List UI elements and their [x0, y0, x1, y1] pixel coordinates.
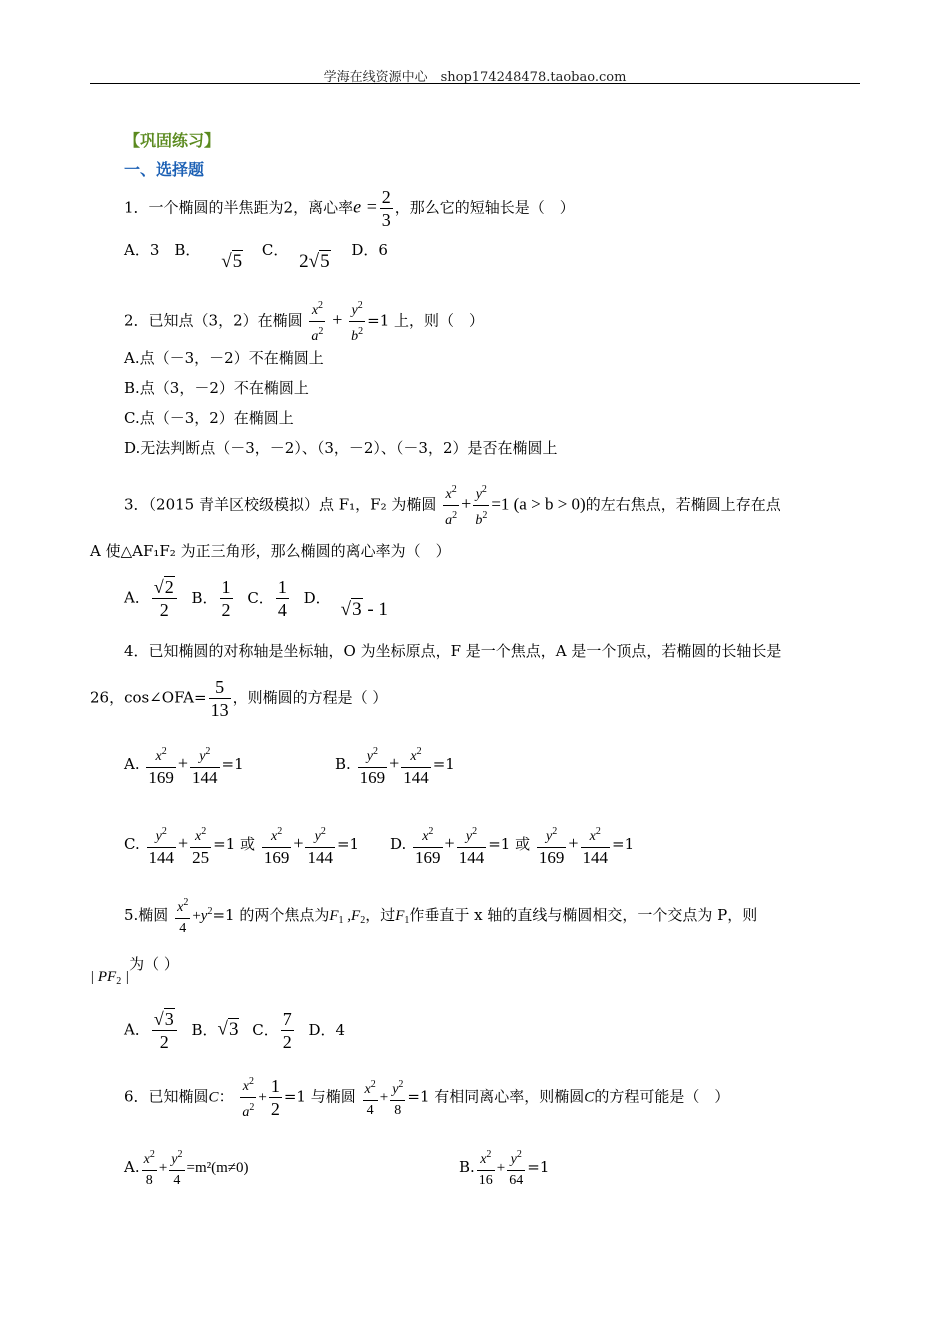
question-2: 2．已知点（3，2）在椭圆 $\frac{x^2}{a^2}$ + $\frac{y^2}{b^2}$ =1 上，则（ ）	[124, 296, 484, 347]
q6-mid: =1 与椭圆	[283, 1087, 356, 1106]
q3-tail: 的左右焦点，若椭圆上存在点	[585, 495, 781, 514]
q6-opt-b-tail: =1	[527, 1158, 550, 1176]
q4-line2	[90, 676, 387, 721]
q6-opt-a-label: A.	[124, 1158, 140, 1176]
q3-opt-d-tail: - 1	[362, 598, 388, 620]
q4-opt-d: D. $\frac{x^2}{169}$ + $\frac{y^2}{144}$ =1 或 $\frac{y^2}{169}$ + $\frac{x^2}{144}$ =1	[390, 822, 634, 868]
q5-mid: =1 的两个焦点为	[212, 906, 330, 924]
q4-opt-a-label: A.	[124, 755, 140, 773]
q1-options	[124, 240, 388, 272]
q1-var: e =	[353, 196, 378, 217]
q3-opt-c-den: 4	[277, 600, 287, 620]
q4-a-den2: 144	[192, 768, 218, 787]
q4-c-den1: 144	[148, 848, 174, 867]
q6-colon: ：	[218, 1087, 234, 1106]
q5-line2: | $PF_2$ |为（ ）	[90, 955, 179, 987]
q5-stem: 5.椭圆	[124, 906, 169, 924]
q4-a-eq: =1	[221, 755, 244, 773]
q1-stem: 1．一个椭圆的半焦距为2，离心率	[124, 198, 354, 217]
q4-c-den4: 144	[307, 848, 333, 867]
q3-opt-a-den: 2	[159, 600, 169, 620]
section-subtitle: 一、选择题	[124, 160, 205, 179]
q5-line2-text: 为（ ）	[129, 955, 179, 973]
header-divider	[90, 83, 860, 84]
q1-opt-b-value: √5	[221, 251, 243, 272]
question-6: 6．已知椭圆C： $\frac{x^2}{a^2}$ + $\frac{1}{2}$ =1 与椭圆 $\frac{x^2}{4}$ + $\frac{y^2}{8}$ =1 有相同离心率，则椭圆C的方程可能是（ ）	[124, 1072, 729, 1123]
q1-opt-c-coef: 2	[299, 251, 309, 272]
q6-tail: =1 有相同离心率，则椭圆	[407, 1087, 585, 1106]
q4-c-den2: 25	[192, 848, 210, 867]
q3-options: A． $\frac{√2}{2}$ B． $\frac{1}{2}$ C． $\frac{1}{4}$ D．√3 - 1	[124, 577, 388, 620]
q6-cvar2: C	[584, 1089, 595, 1106]
q3-opt-d-rad: 3	[352, 598, 362, 620]
q2-opt-a: A.点（－3，－2）不在椭圆上	[124, 349, 324, 367]
q1-opt-b-rad: 5	[232, 251, 243, 272]
q5-opt-b: B．	[191, 1020, 218, 1039]
q4-opt-c: C. $\frac{y^2}{144}$ + $\frac{x^2}{25}$ =1 或 $\frac{x^2}{169}$ + $\frac{y^2}{144}$ =1	[124, 822, 359, 868]
q3-opt-b-num: 1	[221, 577, 231, 597]
q4-cos: 26，cos∠OFA=	[90, 688, 207, 707]
q6-tail2: 的方程可能是（ ）	[594, 1087, 730, 1106]
q3-opt-c: C．	[247, 588, 274, 607]
q5-opt-d: D．4	[308, 1020, 346, 1039]
q5-opt-a-den: 2	[159, 1032, 169, 1052]
q5-options: A． $\frac{√3}{2}$ B．√3 C． $\frac{7}{2}$ D．4	[124, 1009, 346, 1052]
q4-a-den1: 169	[148, 768, 174, 787]
q6-opt-a-tail: =m²(m≠0)	[186, 1160, 249, 1176]
q4-tail: ，则椭圆的方程是（ ）	[232, 688, 388, 707]
q6-opt-b-label: B.	[459, 1158, 475, 1176]
q1-opt-ab: A．3 B．	[124, 241, 201, 259]
question-5: 5.椭圆 $\frac{x^2}{4}$ $+y^2=1$ 的两个焦点为$F_1$ $,F_2$，过$F_1$作垂直于 x 轴的直线与椭圆相交，一个交点为 P，则	[124, 893, 757, 939]
q5-opt-c-den: 2	[282, 1032, 292, 1052]
q1-opt-c-value: 2√5	[299, 251, 330, 272]
q3-opt-b: B．	[191, 588, 218, 607]
q2-opt-b: B.点（3，－2）不在椭圆上	[124, 379, 309, 397]
page-header: 学海在线资源中心 shop174248478.taobao.com	[323, 70, 627, 85]
q3-stem: 3．（2015 青羊区校级模拟）点 F₁，F₂ 为椭圆	[124, 495, 437, 514]
q4-opt-a: A. $\frac{x^2}{169}$ + $\frac{y^2}{144}$ =1	[124, 742, 244, 788]
q6-cvar: C	[208, 1089, 219, 1106]
q1-opt-d: D．6	[351, 241, 388, 259]
q5-mid2: ，过	[365, 906, 396, 924]
q1-num: 2	[381, 187, 391, 207]
question-3: 3．（2015 青羊区校级模拟）点 F₁，F₂ 为椭圆 $\frac{x^2}{a^2}$ + $\frac{y^2}{b^2}$ =1 (a > b > 0)的左右焦点，若椭圆上存在点	[124, 480, 781, 531]
q4-d-den2: 144	[458, 848, 485, 867]
q5-opt-a-rad: 3	[164, 1009, 174, 1029]
question-1	[124, 186, 575, 231]
q2-stem: 2．已知点（3，2）在椭圆	[124, 311, 303, 330]
q4-b-den2: 144	[403, 768, 429, 787]
q4-d-den3: 169	[538, 848, 565, 867]
q4-d-den4: 144	[582, 848, 609, 867]
q5-opt-c: C．	[252, 1020, 279, 1039]
q6-opt-b: B. $\frac{x^2}{16}$ + $\frac{y^2}{64}$ =1	[459, 1145, 549, 1191]
section-title: 【巩固练习】	[124, 131, 221, 150]
q4-opt-b-label: B.	[335, 755, 351, 773]
q4-c-eq: =1	[336, 835, 360, 853]
q3-opt-d: D．	[303, 588, 331, 607]
q4-den: 13	[210, 700, 229, 720]
q3-condition: =1 (a > b > 0)	[491, 494, 586, 514]
q1-den: 3	[381, 210, 391, 230]
q2-opt-d: D.无法判断点（－3，－2）、（3，－2）、（－3，2）是否在椭圆上	[124, 439, 558, 457]
q4-opt-d-label: D.	[390, 835, 407, 853]
q4-opt-c-label: C.	[124, 835, 140, 853]
q4-opt-b: B. $\frac{y^2}{169}$ + $\frac{x^2}{144}$ =1	[335, 742, 455, 788]
q5-opt-a: A．	[124, 1020, 150, 1039]
q5-opt-c-num: 7	[282, 1009, 292, 1029]
q4-c-den3: 169	[263, 848, 290, 867]
q4-line1: 4．已知椭圆的对称轴是坐标轴，O 为坐标原点，F 是一个焦点，A 是一个顶点，若椭圆的长轴长是	[124, 642, 782, 660]
q6-stem: 6．已知椭圆	[124, 1087, 209, 1106]
q6-opt-a: A. $\frac{x^2}{8}$ + $\frac{y^2}{4}$ =m²(m≠0)	[124, 1145, 249, 1191]
q3-opt-a: A．	[124, 588, 150, 607]
q4-d-eq: =1	[612, 835, 635, 853]
q4-b-eq: =1	[432, 755, 455, 773]
q4-b-den1: 169	[359, 768, 386, 787]
q3-opt-a-rad: 2	[164, 577, 174, 597]
q5-tail: 作垂直于 x 轴的直线与椭圆相交，一个交点为 P，则	[409, 906, 758, 924]
q4-num: 5	[209, 676, 231, 699]
q4-c-or: =1 或	[213, 835, 256, 853]
q1-tail: ，那么它的短轴长是（ ）	[394, 198, 575, 217]
q2-tail: =1 上，则（ ）	[367, 311, 485, 330]
q1-opt-c-rad: 5	[320, 251, 330, 272]
q3-opt-b-den: 2	[221, 600, 231, 620]
q4-d-or: =1 或	[488, 835, 531, 853]
q3-opt-c-num: 1	[277, 577, 287, 597]
q3-line2: A 使△AF₁F₂ 为正三角形，那么椭圆的离心率为（ ）	[90, 542, 451, 560]
q2-opt-c: C.点（－3，2）在椭圆上	[124, 409, 294, 427]
q5-opt-b-rad: 3	[228, 1018, 239, 1040]
q4-d-den1: 169	[415, 848, 441, 867]
q1-opt-c: C．	[261, 241, 289, 259]
